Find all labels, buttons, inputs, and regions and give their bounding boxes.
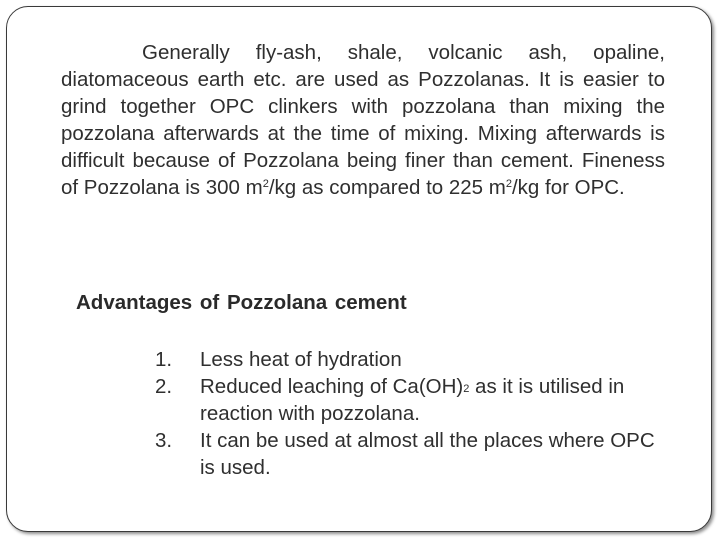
list-item — [155, 373, 665, 427]
advantages-heading: Advantages of Pozzolana cement — [76, 291, 407, 314]
list-item-text-before: Reduced leaching of Ca(OH) — [200, 375, 464, 398]
slide-content — [61, 39, 665, 479]
list-item — [155, 346, 665, 373]
list-item — [155, 427, 665, 481]
superscript-2: 2 — [505, 178, 512, 190]
advantages-list — [155, 346, 665, 481]
list-item-text: It can be used at almost all the places where OPC is used. — [200, 429, 655, 479]
list-item-number: 3. — [155, 429, 173, 452]
list-item-text — [200, 373, 665, 427]
paragraph-text-2: /kg as compared to 225 m — [268, 176, 506, 199]
paragraph-text-3: /kg for OPC. — [511, 176, 625, 199]
list-item-text: Less heat of hydration — [200, 348, 402, 371]
body-paragraph — [61, 39, 665, 201]
list-item-number: 2. — [155, 375, 173, 398]
subscript: 2 — [463, 383, 470, 395]
list-item-number: 1. — [155, 348, 173, 371]
paragraph-text-1: Generally fly-ash, shale, volcanic ash, opaline, diatomaceous earth etc. are used as Pozzolanas. It is easier to grind together OPC clinkers with pozzolana than mixing the pozzolana afterwards at the time of mixing. Mixing afterwards is difficult because of Pozzolana being finer than cement. Fineness of Pozzolana is 300 m — [61, 41, 665, 199]
superscript-1: 2 — [262, 178, 269, 190]
list-item-text-after: as it is utilised in reaction with pozzolana. — [200, 375, 625, 425]
